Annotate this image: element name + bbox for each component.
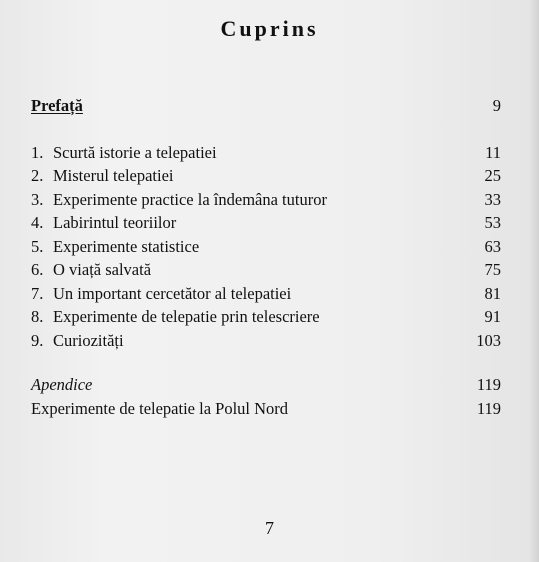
toc-entry-label: Prefață — [31, 96, 83, 115]
chapter-number: 3. — [31, 189, 44, 209]
chapter-number: 2. — [31, 166, 44, 185]
toc-entry-chapter-5 — [31, 235, 501, 259]
toc-entry-label: Un important cercetător al telepatiei — [53, 283, 292, 303]
toc-entry-label: Labirintul teoriilor — [53, 213, 177, 232]
toc-entry-label: Scurtă istorie a telepatiei — [53, 142, 217, 162]
toc-entry-chapter-9 — [31, 329, 501, 353]
toc-entry-page: 25 — [484, 166, 501, 185]
chapter-number: 5. — [31, 236, 44, 256]
chapter-number: 7. — [31, 283, 44, 303]
chapter-number: 6. — [31, 260, 44, 279]
toc-entry-label: Curiozități — [53, 330, 124, 350]
toc-entry-page: 11 — [485, 142, 501, 162]
chapter-number: 8. — [31, 307, 44, 326]
toc-entry-appendix — [31, 373, 501, 397]
toc-entry-label: Misterul telepatiei — [53, 166, 174, 185]
toc-entry-label: Apendice — [31, 375, 93, 394]
toc-entry-page: 119 — [476, 375, 501, 394]
toc-entry-label: Experimente de telepatie la Polul Nord — [31, 398, 289, 418]
toc-entry-appendix-item — [31, 397, 501, 421]
toc-entry-label: O viață salvată — [53, 260, 152, 279]
page-title: Cuprins — [220, 16, 319, 41]
chapter-number: 1. — [31, 142, 44, 162]
toc-entry-page: 63 — [484, 236, 501, 256]
toc-entry-page: 103 — [476, 330, 501, 350]
toc-entry-page: 75 — [484, 260, 501, 279]
toc-entry-chapter-3 — [31, 188, 501, 212]
toc-entry-chapter-4 — [31, 211, 501, 235]
toc-entry-chapter-7 — [31, 282, 501, 306]
page-number: 7 — [265, 518, 274, 538]
toc-entry-chapter-6 — [31, 258, 501, 282]
toc-entry-chapter-2 — [31, 164, 501, 188]
toc-entry-page: 33 — [484, 189, 501, 209]
toc-entry-page: 91 — [484, 307, 501, 326]
chapter-number: 4. — [31, 213, 44, 232]
toc-entry-label: Experimente de telepatie prin telescriere — [53, 307, 320, 326]
toc-entry-page: 9 — [492, 96, 501, 115]
toc-entry-label: Experimente statistice — [53, 236, 200, 256]
toc-entry-page: 81 — [484, 283, 501, 303]
chapter-number: 9. — [31, 330, 44, 350]
toc-entry-page: 119 — [476, 398, 501, 418]
toc-entry-page: 53 — [484, 213, 501, 232]
toc-entry-preface — [31, 94, 501, 118]
page-edge-shadow — [529, 0, 539, 562]
toc-entry-chapter-8 — [31, 305, 501, 329]
toc-entry-chapter-1 — [31, 141, 501, 165]
table-of-contents — [31, 94, 501, 420]
toc-entry-label: Experimente practice la îndemâna tuturor — [53, 189, 327, 209]
